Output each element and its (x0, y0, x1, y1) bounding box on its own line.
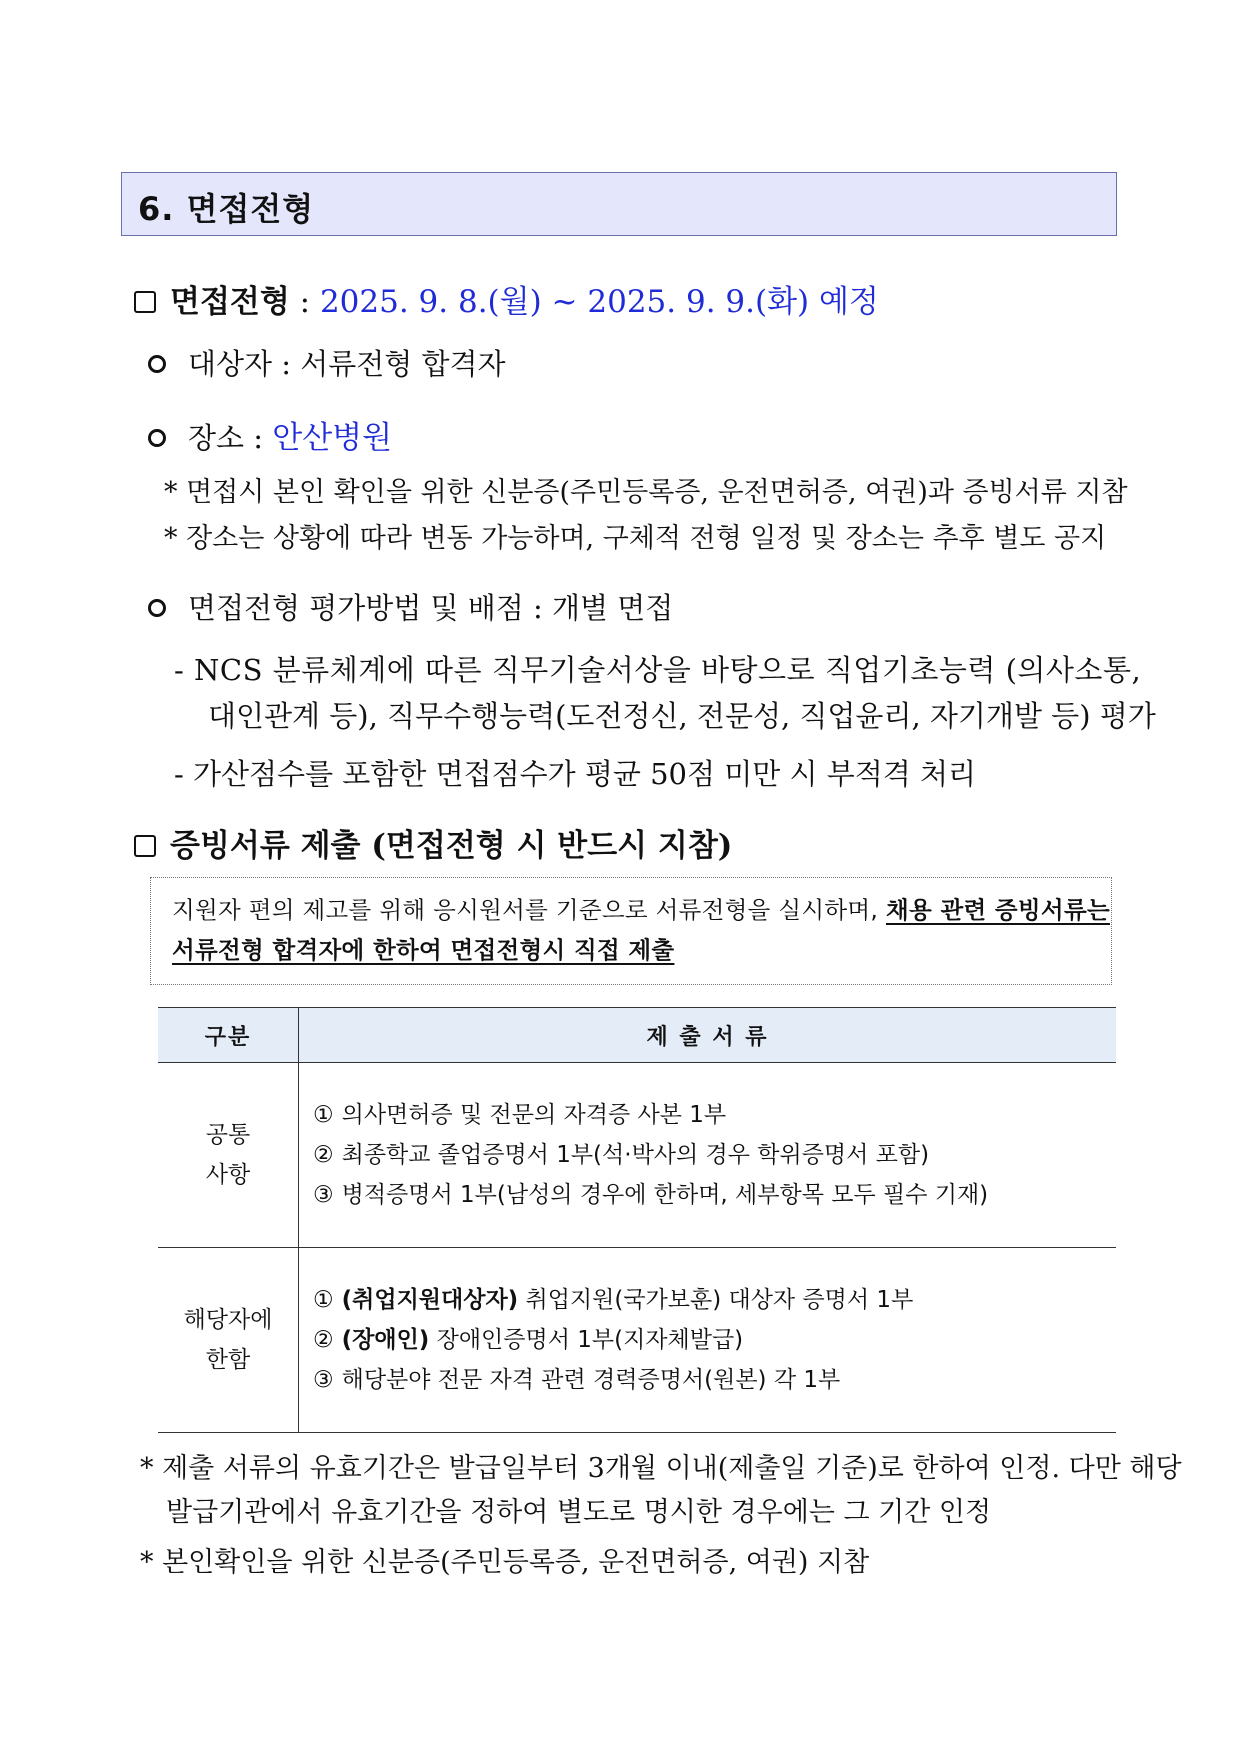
place-value: 안산병원 (272, 420, 393, 456)
note-item: * 면접시 본인 확인을 위한 신분증(주민등록증, 운전면허증, 여권)과 증빙서류 지참 (164, 477, 1128, 508)
documents-table (158, 1007, 1116, 1433)
note-item: * 장소는 상황에 따라 변동 가능하며, 구체적 전형 일정 및 장소는 추후 별도 공지 (164, 523, 1107, 554)
checkbox-square-icon (134, 835, 156, 857)
list-item (313, 1360, 1115, 1400)
circle-bullet-icon (148, 355, 166, 373)
item-number: ③ (313, 1367, 334, 1393)
schedule-separator: : (289, 284, 320, 320)
list-item (313, 1175, 1115, 1215)
row-category (158, 1063, 299, 1248)
schedule-heading (134, 276, 879, 321)
item-bold: (장애인) (341, 1327, 430, 1353)
evaluation-item-2: - 가산점수를 포함한 면접점수가 평균 50점 미만 시 부적격 처리 (174, 757, 977, 791)
notice-plain: 지원자 편의 제고를 위해 응시원서를 기준으로 서류전형을 실시하며, (172, 896, 886, 924)
item-number: ① (313, 1102, 334, 1128)
table-header-row (158, 1008, 1116, 1063)
list-item (313, 1095, 1115, 1135)
item-text: 병적증명서 1부(남성의 경우에 한하며, 세부항목 모두 필수 기재) (341, 1182, 989, 1208)
target-text: 대상자 : 서류전형 합격자 (188, 347, 506, 381)
circle-bullet-icon (148, 429, 166, 447)
documents-title: 증빙서류 제출 (면접전형 시 반드시 지참) (170, 828, 733, 864)
notice-bold-1: 채용 관련 증빙서류는 (885, 896, 1110, 924)
item-text: 최종학교 졸업증명서 1부(석·박사의 경우 학위증명서 포함) (341, 1142, 930, 1168)
list-item (313, 1320, 1115, 1360)
notice-bold-2: 서류전형 합격자에 한하여 면접전형시 직접 제출 (172, 936, 675, 964)
row-items (299, 1063, 1117, 1248)
notice-text (172, 890, 1110, 970)
item-number: ② (313, 1142, 334, 1168)
table-row (158, 1248, 1116, 1433)
list-item (313, 1280, 1115, 1320)
row-items (299, 1248, 1117, 1433)
evaluation-item-1-line2: 대인관계 등), 직무수행능력(도전정신, 전문성, 직업윤리, 자기개발 등) 평가 (208, 699, 1156, 733)
footnote-validity-line1: * 제출 서류의 유효기간은 발급일부터 3개월 이내(제출일 기준)로 한하여 인정. 다만 해당 (140, 1453, 1182, 1484)
category-line: 공통 (205, 1122, 251, 1148)
schedule-date-range: 2025. 9. 8.(월) ~ 2025. 9. 9.(화) 예정 (319, 284, 879, 320)
list-item (313, 1135, 1115, 1175)
item-text: 의사면허증 및 전문의 자격증 사본 1부 (341, 1102, 727, 1128)
circle-bullet-icon (148, 599, 166, 617)
section-title: 6. 면접전형 (138, 190, 315, 228)
category-line: 해당자에 (183, 1307, 273, 1333)
checkbox-square-icon (134, 291, 156, 313)
footnote-id: * 본인확인을 위한 신분증(주민등록증, 운전면허증, 여권) 지참 (140, 1547, 870, 1578)
header-category: 구분 (158, 1008, 299, 1063)
place-line (148, 412, 392, 457)
documents-heading (134, 820, 732, 865)
schedule-label: 면접전형 (170, 284, 290, 320)
item-number: ① (313, 1287, 334, 1313)
evaluation-title: 면접전형 평가방법 및 배점 : 개별 면접 (188, 591, 674, 625)
header-documents: 제 출 서 류 (299, 1008, 1117, 1063)
footnote-validity-line2: 발급기관에서 유효기간을 정하여 별도로 명시한 경우에는 그 기간 인정 (166, 1497, 992, 1528)
category-line: 한함 (205, 1347, 251, 1373)
item-bold: (취업지원대상자) (341, 1287, 519, 1313)
item-text: 취업지원(국가보훈) 대상자 증명서 1부 (518, 1287, 914, 1313)
item-text: 해당분야 전문 자격 관련 경력증명서(원본) 각 1부 (341, 1367, 841, 1393)
table-row (158, 1063, 1116, 1248)
evaluation-item-1-line1: - NCS 분류체계에 따른 직무기술서상을 바탕으로 직업기초능력 (의사소통, (174, 653, 1142, 687)
item-number: ③ (313, 1182, 334, 1208)
category-line: 사항 (205, 1162, 251, 1188)
target-line (148, 342, 506, 383)
item-text: 장애인증명서 1부(지자체발급) (429, 1327, 744, 1353)
item-number: ② (313, 1327, 334, 1353)
evaluation-line (148, 586, 673, 627)
place-label: 장소 : (188, 421, 273, 455)
row-category (158, 1248, 299, 1433)
